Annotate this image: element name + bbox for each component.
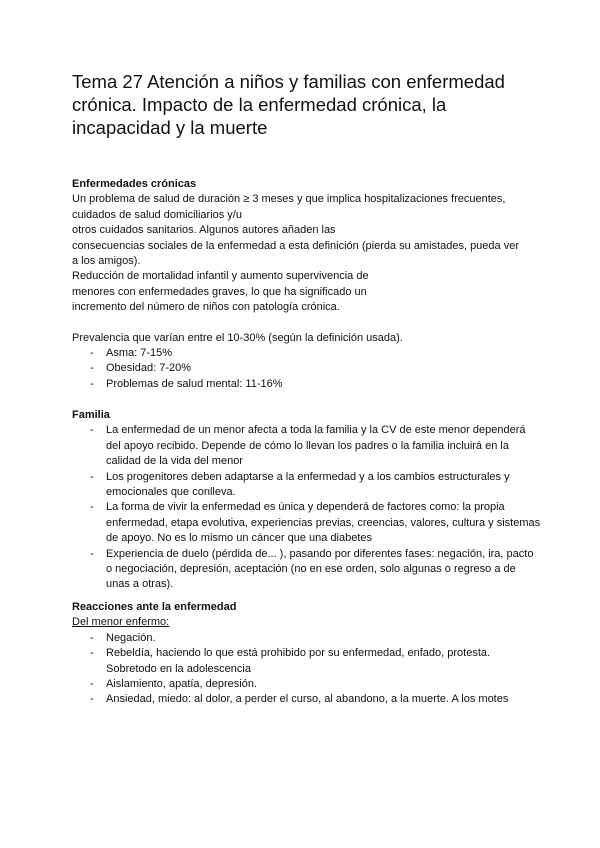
section-enfermedades-cronicas xyxy=(72,177,542,392)
list-item: - Problemas de salud mental: 11-16% xyxy=(72,377,542,392)
prevalence-list xyxy=(72,346,542,392)
familia-list xyxy=(72,423,542,592)
list-item: - Ansiedad, miedo: al dolor, a perder el curso, al abandono, a la muerte. A los motes xyxy=(72,692,542,707)
prevalence-intro: Prevalencia que varían entre el 10-30% (según la definición usada). xyxy=(72,331,403,344)
list-item: - Asma: 7-15% xyxy=(72,346,542,361)
list-item: - Rebeldía, haciendo lo que está prohibido por su enfermedad, enfado, protesta. Sobretodo en la adolescencia xyxy=(72,646,542,677)
section-heading: Familia xyxy=(72,409,110,421)
section-familia xyxy=(72,408,542,593)
list-item: - Obesidad: 7-20% xyxy=(72,361,542,376)
reacciones-list xyxy=(72,631,542,708)
section-heading: Reacciones ante la enfermedad xyxy=(72,601,237,613)
paragraph-line: Un problema de salud de duración ≥ 3 meses y que implica hospitalizaciones frecuentes, xyxy=(72,193,506,206)
paragraph-line: consecuencias sociales de la enfermedad a esta definición (pierda su amistades, pueda ver xyxy=(72,239,519,252)
list-item: - Los progenitores deben adaptarse a la enfermedad y a los cambios estructurales y emocionales que conlleva. xyxy=(72,470,542,501)
paragraph-line: incremento del número de niños con patología crónica. xyxy=(72,301,340,314)
list-item: - La forma de vivir la enfermedad es única y dependerá de factores como: la propia enfermedad, etapa evolutiva, experiencias previas, creencias, valores, cultura y sistemas de apoyo. No es lo mismo un cáncer que una diabetes xyxy=(72,500,542,546)
section-reacciones xyxy=(72,600,542,708)
section-subheading: Del menor enfermo: xyxy=(72,616,170,629)
paragraph-line: menores con enfermedades graves, lo que ha significado un xyxy=(72,285,367,298)
section-heading: Enfermedades crónicas xyxy=(72,178,197,190)
list-item: - Experiencia de duelo (pérdida de... ), pasando por diferentes fases: negación, ira, pacto o negociación, depresión, aceptación (no en ese orden, solo algunas o regreso a de unas a otras). xyxy=(72,547,542,593)
paragraph-line: a los amigos). xyxy=(72,255,141,268)
list-item: - Negación. xyxy=(72,631,542,646)
list-item: - Aislamiento, apatía, depresión. xyxy=(72,677,542,692)
paragraph-line: otros cuidados sanitarios. Algunos autores añaden las xyxy=(72,224,336,237)
paragraph-line: cuidados de salud domiciliarios y/u xyxy=(72,208,242,221)
list-item: - La enfermedad de un menor afecta a toda la familia y la CV de este menor dependerá del apoyo recibido. Depende de cómo lo llevan los padres o la familia incluirá en la calidad de la vida del menor xyxy=(72,423,542,469)
page-title: Tema 27 Atención a niños y familias con enfermedad crónica. Impacto de la enfermedad crónica, la incapacidad y la muerte xyxy=(72,71,505,138)
paragraph-line: Reducción de mortalidad infantil y aumento supervivencia de xyxy=(72,270,369,283)
